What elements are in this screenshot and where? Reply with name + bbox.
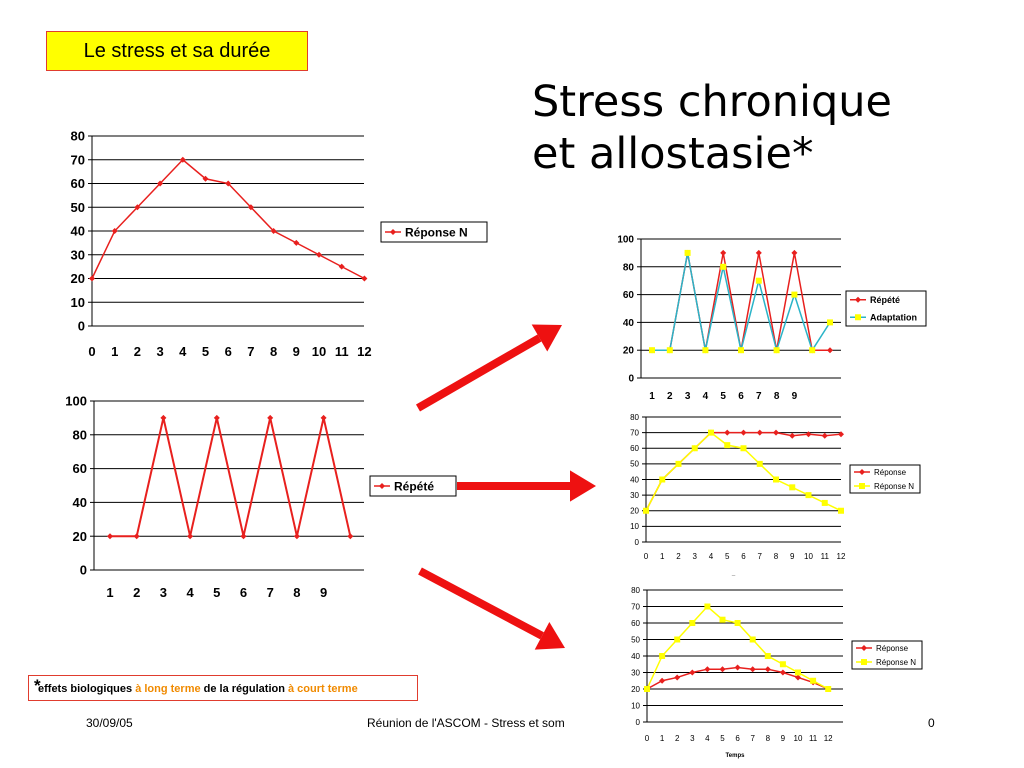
c1-xtick-label: 4: [179, 344, 187, 359]
c4-legend-label: Réponse N: [874, 481, 915, 491]
c5-xtick-label: 8: [765, 734, 771, 743]
c5-point: [780, 670, 786, 676]
footer-center: Réunion de l'ASCOM - Stress et som: [367, 716, 565, 730]
c1-point: [293, 240, 299, 246]
c5-ytick-label: 20: [631, 684, 640, 694]
c5-xtick-label: 3: [690, 734, 695, 743]
c4-xtick-label: 8: [773, 552, 779, 561]
c5-x-axis-label: Temps: [725, 753, 745, 759]
c2-ytick-label: 40: [72, 494, 87, 510]
arrow-down-shaft: [420, 571, 542, 636]
c1-ytick-label: 50: [70, 199, 85, 215]
c3-point: [791, 250, 797, 256]
c1-ytick-label: 80: [70, 128, 85, 144]
c2-xtick-label: 2: [133, 585, 141, 600]
c4-xtick-label: 9: [790, 552, 795, 561]
c4-point: [724, 442, 730, 448]
c5-xtick-label: 12: [823, 734, 833, 743]
c1-ytick-label: 60: [70, 176, 85, 192]
c5-xtick-label: 6: [735, 734, 740, 743]
c3-point: [756, 278, 762, 284]
c4-point: [838, 508, 844, 514]
c5-legend-label: Réponse N: [876, 657, 917, 667]
c3-xtick-label: 3: [684, 391, 691, 402]
c4-xtick-label: 3: [692, 552, 697, 561]
c1-point: [339, 264, 345, 270]
c3-ytick-label: 0: [628, 373, 634, 385]
c4-ytick-label: 10: [630, 522, 639, 532]
c4-xtick-label: 6: [741, 552, 746, 561]
c3-point: [685, 250, 691, 256]
c4-point: [757, 430, 763, 436]
c3-xtick-label: 2: [667, 391, 673, 402]
c4-xtick-label: 11: [820, 552, 829, 561]
c5-point: [780, 661, 786, 667]
c5-ytick-label: 70: [631, 602, 640, 612]
c5-xtick-label: 0: [644, 734, 650, 743]
c5-point: [795, 670, 801, 676]
c4-ytick-label: 30: [630, 490, 639, 500]
c4-point: [789, 433, 795, 439]
c4-ytick-label: 40: [630, 475, 639, 485]
c4-point: [822, 433, 828, 439]
c2-point: [241, 533, 247, 539]
c3-ytick-label: 100: [617, 234, 634, 246]
c5-xtick-label: 4: [705, 734, 710, 743]
c3-xtick-label: 5: [720, 391, 726, 402]
c3-legend-label: Adaptation: [870, 312, 917, 323]
c2-point: [160, 415, 166, 421]
c3-ytick-label: 80: [622, 262, 634, 274]
c4-point: [676, 461, 682, 467]
c2-point: [134, 533, 140, 539]
c5-point: [720, 666, 726, 672]
c4-xtick-label: 2: [676, 552, 681, 561]
c3-ytick-label: 40: [622, 317, 634, 329]
c2-ytick-label: 100: [65, 393, 87, 409]
c5-point: [689, 670, 695, 676]
c2-legend-label: Répété: [394, 479, 435, 494]
c5-point: [704, 604, 710, 610]
slide-title: Stress chronique et allostasie*: [532, 77, 892, 179]
c3-point: [791, 292, 797, 298]
c1-xtick-label: 9: [292, 344, 300, 359]
footnote-box: [28, 675, 418, 701]
c1-xtick-label: 11: [334, 344, 349, 359]
c1-ytick-label: 0: [77, 318, 85, 334]
c5-legend-label: Réponse: [876, 643, 909, 653]
c1-ytick-label: 10: [70, 294, 85, 310]
c2-point: [347, 533, 353, 539]
c3-xtick-label: 6: [738, 391, 744, 402]
c5-point: [825, 686, 831, 692]
c4-series-line: [646, 433, 841, 511]
c4-ytick-label: 0: [634, 537, 639, 547]
c5-point: [659, 678, 665, 684]
c4-point: [773, 477, 779, 483]
c3-point: [738, 347, 744, 353]
footer-page-number: 0: [928, 716, 935, 730]
c1-ytick-label: 30: [70, 247, 85, 263]
c1-series-line: [92, 160, 364, 279]
c5-xtick-label: 2: [674, 734, 680, 743]
c1-ytick-label: 70: [70, 152, 85, 168]
c4-ytick-label: 60: [630, 444, 639, 454]
c1-xtick-label: 1: [111, 344, 119, 359]
c3-point: [649, 347, 655, 353]
c4-xtick-label: 0: [643, 552, 649, 561]
c3-xtick-label: 4: [702, 391, 709, 402]
c5-point: [810, 678, 816, 684]
c2-ytick-label: 20: [72, 528, 87, 544]
c2-xtick-label: 4: [186, 585, 194, 600]
c1-legend-label: Réponse N: [405, 225, 468, 240]
c4-point: [806, 492, 812, 498]
c3-point: [827, 319, 833, 325]
c5-point: [765, 666, 771, 672]
c2-xtick-label: 5: [213, 585, 221, 600]
c5-point: [750, 666, 756, 672]
c1-xtick-label: 8: [269, 344, 278, 359]
c1-xtick-label: 5: [201, 344, 210, 359]
c2-ytick-label: 80: [72, 427, 87, 443]
c2-point: [107, 533, 113, 539]
c2-series-line: [110, 418, 350, 536]
c3-xtick-label: 7: [756, 391, 762, 402]
c5-xtick-label: 1: [659, 734, 665, 743]
c4-point: [708, 430, 714, 436]
c5-series-line: [647, 668, 828, 689]
c3-legend-label: Répété: [870, 294, 901, 305]
c5-ytick-label: 80: [631, 585, 640, 595]
c4-point: [806, 431, 812, 437]
c1-ytick-label: 40: [70, 223, 85, 239]
c3-xtick-label: 9: [791, 391, 798, 402]
c3-ytick-label: 20: [622, 345, 634, 357]
c5-ytick-label: 0: [635, 717, 640, 727]
c5-point: [659, 653, 665, 659]
c4-ytick-label: 50: [630, 459, 639, 469]
c4-ytick-label: 20: [630, 506, 639, 516]
c5-ytick-label: 50: [631, 635, 640, 645]
c4-legend-label: Réponse: [874, 467, 907, 477]
c5-series-line: [647, 607, 828, 690]
c4-xtick-label: 1: [660, 552, 665, 561]
c2-point: [187, 533, 193, 539]
c1-xtick-label: 0: [88, 344, 96, 359]
c5-point: [750, 637, 756, 643]
c2-xtick-label: 8: [293, 585, 301, 600]
c2-xtick-label: 1: [106, 585, 114, 600]
c3-point: [720, 264, 726, 270]
c5-point: [644, 686, 650, 692]
c4-ytick-label: 80: [630, 412, 639, 422]
c3-legend-swatch-marker: [855, 314, 861, 320]
c3-point: [702, 347, 708, 353]
c1-xtick-label: 7: [247, 344, 255, 359]
c3-ytick-label: 60: [622, 290, 634, 302]
c4-point: [741, 430, 747, 436]
c1-xtick-label: 3: [156, 344, 164, 359]
c2-xtick-label: 3: [159, 585, 168, 600]
c4-point: [643, 508, 649, 514]
c4-point: [659, 477, 665, 483]
c2-point: [214, 415, 220, 421]
c4-legend-swatch-marker: [859, 483, 865, 489]
c5-point: [735, 620, 741, 626]
c5-xtick-label: 11: [808, 734, 818, 743]
c4-series-line: [646, 433, 841, 511]
footnote-text-2: de la régulation: [200, 683, 288, 695]
c5-ytick-label: 30: [631, 668, 640, 678]
arrow-right-head: [570, 470, 596, 501]
c5-ytick-label: 60: [631, 618, 640, 628]
footnote-star: *: [34, 676, 41, 695]
c1-point: [361, 276, 367, 282]
c4-point: [692, 445, 698, 451]
c1-xtick-label: 10: [311, 344, 327, 359]
footnote-highlight-2: à court terme: [288, 683, 358, 695]
footer-date: 30/09/05: [86, 716, 133, 730]
c5-legend-swatch-marker: [861, 659, 867, 665]
c3-point: [774, 347, 780, 353]
c4-xtick-label: 4: [708, 552, 714, 561]
c4-xtick-label: 12: [836, 552, 846, 561]
c5-point: [704, 666, 710, 672]
c1-point: [89, 276, 95, 282]
arrow-up-shaft: [418, 338, 539, 408]
c5-point: [765, 653, 771, 659]
c5-point: [674, 637, 680, 643]
c2-xtick-label: 7: [266, 585, 274, 600]
c5-xtick-label: 10: [793, 734, 803, 743]
c5-ytick-label: 10: [631, 701, 640, 711]
footnote-text-1: effets biologiques: [38, 683, 136, 695]
c3-point: [827, 347, 833, 353]
c2-ytick-label: 0: [79, 562, 87, 578]
c4-xtick-label: 10: [804, 552, 813, 561]
c2-xtick-label: 9: [319, 585, 328, 600]
c3-point: [720, 250, 726, 256]
c2-xtick-label: 6: [239, 585, 248, 600]
c4-x-axis-label: _: [731, 571, 736, 577]
c3-point: [756, 250, 762, 256]
c4-point: [789, 484, 795, 490]
c2-point: [294, 533, 300, 539]
c5-point: [674, 674, 680, 680]
c4-point: [838, 431, 844, 437]
footnote-highlight-1: à long terme: [135, 683, 201, 695]
c4-xtick-label: 5: [725, 552, 730, 561]
c1-xtick-label: 6: [224, 344, 232, 359]
c2-ytick-label: 60: [72, 461, 87, 477]
c1-xtick-label: 12: [357, 344, 372, 359]
c4-point: [757, 461, 763, 467]
c4-ytick-label: 70: [630, 428, 639, 438]
c5-point: [720, 617, 726, 623]
c4-point: [822, 500, 828, 506]
c5-xtick-label: 7: [750, 734, 755, 743]
c5-ytick-label: 40: [631, 651, 640, 661]
c4-point: [724, 430, 730, 436]
c5-point: [735, 665, 741, 671]
c3-xtick-label: 8: [773, 391, 780, 402]
c1-ytick-label: 20: [70, 271, 85, 287]
c4-point: [773, 430, 779, 436]
c2-point: [267, 415, 273, 421]
c3-point: [667, 347, 673, 353]
c3-point: [809, 347, 815, 353]
c5-xtick-label: 9: [780, 734, 786, 743]
c1-xtick-label: 2: [133, 344, 142, 359]
c5-xtick-label: 5: [720, 734, 725, 743]
c2-point: [321, 415, 327, 421]
c1-point: [316, 252, 322, 258]
c5-point: [689, 620, 695, 626]
c4-point: [741, 445, 747, 451]
slide-tag: Le stress et sa durée: [46, 31, 308, 71]
c3-xtick-label: 1: [649, 391, 655, 402]
c4-xtick-label: 7: [757, 552, 762, 561]
